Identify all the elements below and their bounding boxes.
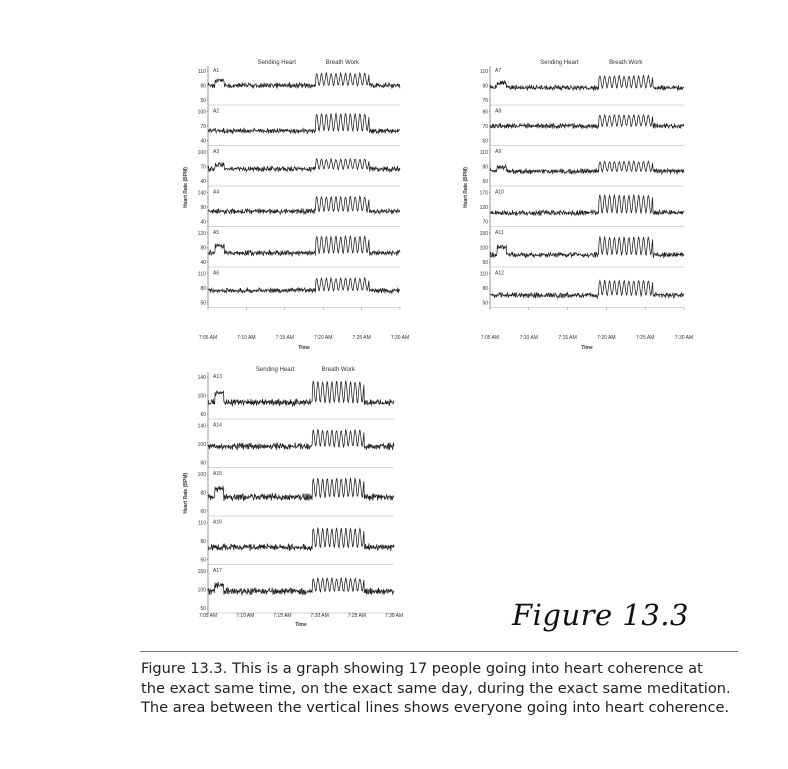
y-tick-label: 80 xyxy=(200,285,206,292)
series-line-a14 xyxy=(208,430,394,450)
series-line-a1 xyxy=(208,73,400,89)
y-tick-label: 100 xyxy=(197,109,206,116)
series-line-a10 xyxy=(490,195,684,216)
y-tick-label: 150 xyxy=(479,230,488,237)
y-tick-label: 140 xyxy=(197,374,206,381)
chart-panel-1 xyxy=(180,58,410,358)
y-tick-label: 90 xyxy=(482,109,488,116)
caption-divider xyxy=(140,651,738,652)
caption-line-1: Figure 13.3. This is a graph showing 17 people going into heart coherence at xyxy=(141,660,703,677)
y-tick-label: 50 xyxy=(482,178,488,185)
y-tick-label: 50 xyxy=(200,97,206,104)
series-name: A11 xyxy=(495,230,504,236)
x-tick-label: 7:20 AM xyxy=(597,335,616,341)
y-tick-label: 50 xyxy=(482,300,488,307)
y-tick-label: 40 xyxy=(200,259,206,266)
y-tick-label: 140 xyxy=(197,190,206,197)
y-tick-label: 150 xyxy=(197,568,206,575)
y-tick-label: 80 xyxy=(482,164,488,171)
y-tick-label: 170 xyxy=(479,190,488,197)
x-axis-title: Time xyxy=(581,345,593,351)
y-tick-label: 100 xyxy=(197,393,206,400)
x-tick-label: 7:15 AM xyxy=(558,335,577,341)
caption-line-3: The area between the vertical lines shows everyone going into heart coherence. xyxy=(141,699,730,716)
chart-panel-2 xyxy=(460,58,695,358)
y-tick-label: 110 xyxy=(480,271,488,278)
series-line-a15 xyxy=(208,478,394,501)
x-tick-label: 7:05 AM xyxy=(198,613,218,619)
y-tick-label: 110 xyxy=(198,271,206,278)
series-line-a16 xyxy=(208,528,394,551)
series-name: A10 xyxy=(495,189,504,196)
y-tick-label: 40 xyxy=(200,178,206,185)
y-tick-label: 70 xyxy=(200,123,206,130)
y-tick-label: 80 xyxy=(200,490,206,497)
x-axis-title: Time xyxy=(295,622,307,628)
x-tick-label: 7:30 AM xyxy=(674,335,694,341)
series-name: A16 xyxy=(213,519,222,526)
series-name: A1 xyxy=(213,68,220,74)
y-tick-label: 110 xyxy=(198,520,206,527)
y-tick-label: 110 xyxy=(198,68,206,75)
series-line-a17 xyxy=(208,578,394,595)
series-line-a11 xyxy=(490,237,684,258)
chart-panel-3 xyxy=(180,364,405,634)
series-name: A13 xyxy=(213,374,222,380)
y-tick-label: 70 xyxy=(482,123,488,130)
figure-label: Figure 13.3 xyxy=(512,598,689,632)
figure-caption xyxy=(141,659,753,718)
y-tick-label: 100 xyxy=(197,441,206,448)
y-tick-label: 50 xyxy=(200,605,206,612)
y-tick-label: 50 xyxy=(482,259,488,266)
x-tick-label: 7:25 AM xyxy=(352,335,371,341)
y-tick-label: 70 xyxy=(482,97,488,104)
y-tick-label: 50 xyxy=(200,557,206,564)
y-tick-label: 70 xyxy=(482,219,488,226)
y-tick-label: 80 xyxy=(200,83,206,90)
x-tick-label: 7:05 AM xyxy=(198,335,218,341)
phase-label: Breath Work xyxy=(321,367,355,373)
y-tick-label: 110 xyxy=(480,68,488,75)
x-tick-label: 7:20 AM xyxy=(314,335,333,341)
chart-svg-3 xyxy=(180,364,405,634)
x-tick-label: 7:05 AM xyxy=(480,335,500,341)
phase-label: Breath Work xyxy=(609,60,643,66)
series-name: A2 xyxy=(213,108,220,115)
series-name: A17 xyxy=(213,568,222,574)
series-line-a13 xyxy=(208,381,394,406)
y-tick-label: 40 xyxy=(200,219,206,226)
x-tick-label: 7:25 AM xyxy=(636,335,655,341)
y-axis-title: Heart Rate (BPM) xyxy=(463,167,469,208)
series-line-a7 xyxy=(490,76,684,91)
x-tick-label: 7:30 AM xyxy=(390,335,410,341)
y-tick-label: 70 xyxy=(200,164,206,171)
y-tick-label: 140 xyxy=(197,423,206,430)
y-tick-label: 40 xyxy=(200,138,206,145)
y-tick-label: 100 xyxy=(197,471,206,478)
phase-label: Sending Heart xyxy=(255,367,295,373)
caption-line-2: the exact same time, on the exact same day, during the exact same meditation. xyxy=(141,679,731,697)
x-tick-label: 7:15 AM xyxy=(273,613,292,619)
y-tick-label: 120 xyxy=(479,204,488,211)
series-name: A4 xyxy=(213,189,220,196)
series-line-a8 xyxy=(490,115,684,129)
y-axis-title: Heart Rate (BPM) xyxy=(183,472,189,514)
series-name: A8 xyxy=(495,108,502,115)
phase-label: Sending Heart xyxy=(540,60,579,66)
y-tick-label: 90 xyxy=(482,83,488,90)
series-name: A14 xyxy=(213,422,222,429)
x-tick-label: 7:10 AM xyxy=(237,335,256,341)
x-tick-label: 7:25 AM xyxy=(347,613,366,619)
x-tick-label: 7:10 AM xyxy=(236,613,255,619)
x-tick-label: 7:10 AM xyxy=(519,335,538,341)
series-line-a5 xyxy=(208,236,400,256)
series-name: A9 xyxy=(495,149,502,155)
phase-label: Sending Heart xyxy=(257,60,296,66)
y-axis-title: Heart Rate (BPM) xyxy=(183,167,189,208)
y-tick-label: 50 xyxy=(200,300,206,307)
series-name: A7 xyxy=(495,68,502,74)
chart-svg-2 xyxy=(460,58,695,358)
chart-svg-1 xyxy=(180,58,410,358)
series-line-a6 xyxy=(208,278,400,294)
y-tick-label: 50 xyxy=(482,138,488,145)
x-axis-title: Time xyxy=(298,345,310,351)
y-tick-label: 120 xyxy=(197,230,206,237)
series-name: A12 xyxy=(495,270,504,277)
series-name: A6 xyxy=(213,270,220,277)
series-line-a12 xyxy=(490,280,684,298)
y-tick-label: 80 xyxy=(482,285,488,292)
y-tick-label: 90 xyxy=(200,204,206,211)
y-tick-label: 110 xyxy=(480,149,488,156)
series-name: A3 xyxy=(213,149,220,155)
y-tick-label: 80 xyxy=(200,245,206,252)
y-tick-label: 100 xyxy=(479,245,488,252)
series-line-a4 xyxy=(208,196,400,214)
series-line-a2 xyxy=(208,114,400,134)
series-name: A5 xyxy=(213,230,220,236)
x-tick-label: 7:30 AM xyxy=(384,613,404,619)
x-tick-label: 7:20 AM xyxy=(310,613,329,619)
phase-label: Breath Work xyxy=(325,60,360,66)
x-tick-label: 7:15 AM xyxy=(275,335,294,341)
y-tick-label: 100 xyxy=(197,587,206,594)
y-tick-label: 60 xyxy=(200,508,206,515)
y-tick-label: 60 xyxy=(200,460,206,467)
y-tick-label: 100 xyxy=(197,149,206,156)
y-tick-label: 80 xyxy=(200,538,206,545)
series-line-a3 xyxy=(208,159,400,172)
series-name: A15 xyxy=(213,471,222,477)
series-line-a9 xyxy=(490,161,684,174)
y-tick-label: 60 xyxy=(200,411,206,418)
